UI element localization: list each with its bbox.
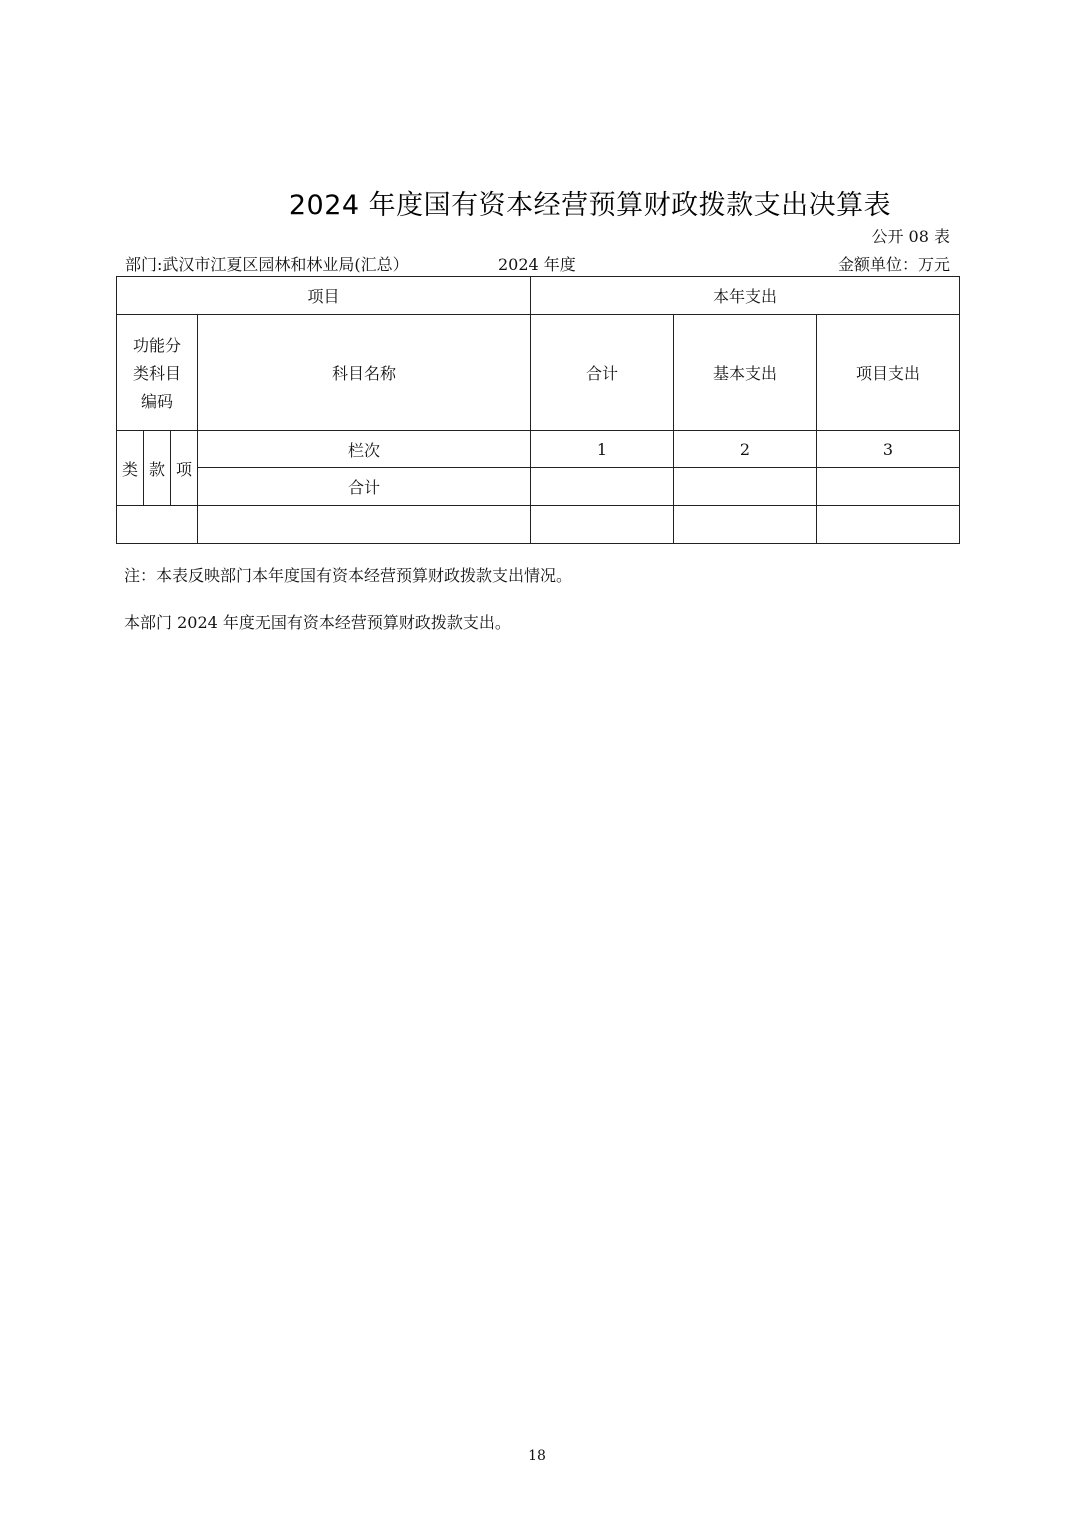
department-label: 部门:武汉市江夏区园林和林业局(汇总） [125,255,409,274]
total-header: 合计 [531,315,674,431]
row-index-label: 栏次 [198,431,531,468]
table-subheader-row [117,315,960,431]
expense-group-header: 本年支出 [531,277,960,315]
code-category-cell: 类 [117,431,144,506]
empty-basic-cell [674,506,817,544]
function-code-header-line: 类科目 [132,363,181,383]
total-row [117,468,960,506]
table-header-row [117,277,960,315]
function-code-header-line: 编码 [140,391,173,411]
empty-project-cell [817,506,960,544]
subject-name-header: 科目名称 [198,315,531,431]
code-section-cell: 款 [144,431,171,506]
basic-expense-header: 基本支出 [674,315,817,431]
basic-amount-cell [674,468,817,506]
table-row [117,506,960,544]
page-number: 18 [528,1448,546,1464]
empty-code-cell [117,506,198,544]
column-number-3: 3 [817,431,960,468]
amount-unit-label: 金额单位：万元 [837,255,950,274]
column-number-1: 1 [531,431,674,468]
form-number: 公开 08 表 [871,227,950,246]
project-expense-header: 项目支出 [817,315,960,431]
column-index-row [117,431,960,468]
fiscal-year-label: 2024 年度 [498,255,576,274]
project-amount-cell [817,468,960,506]
total-row-label: 合计 [198,468,531,506]
column-number-2: 2 [674,431,817,468]
project-group-header: 项目 [117,277,531,315]
code-item-cell: 项 [171,431,198,506]
empty-name-cell [198,506,531,544]
empty-total-cell [531,506,674,544]
no-expense-statement: 本部门 2024 年度无国有资本经营预算财政拨款支出。 [124,613,511,632]
page-title: 2024 年度国有资本经营预算财政拨款支出决算表 [288,190,892,221]
function-code-header [117,315,198,431]
total-amount-cell [531,468,674,506]
function-code-header-line: 功能分 [132,335,181,355]
table-note: 注：本表反映部门本年度国有资本经营预算财政拨款支出情况。 [124,566,573,585]
expenditure-table [116,276,960,544]
